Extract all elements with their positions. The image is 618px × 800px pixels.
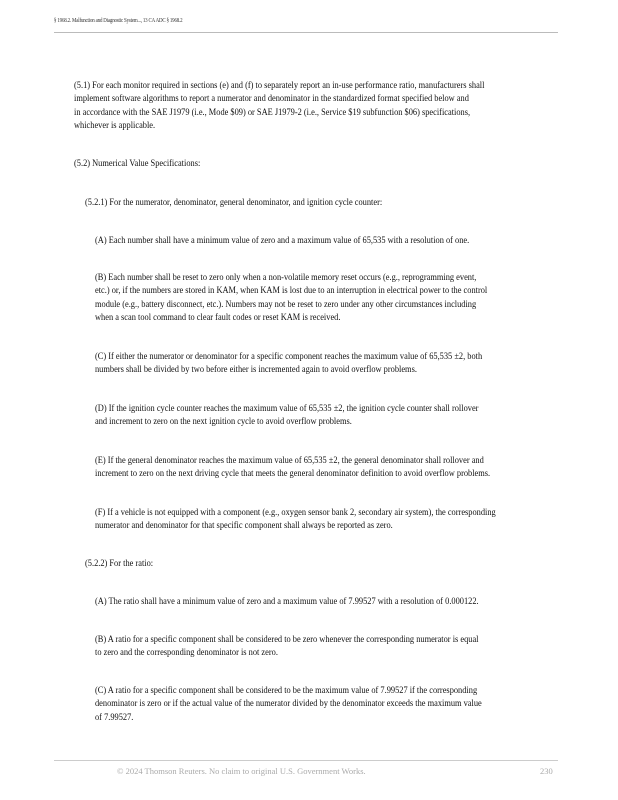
header-divider [54, 32, 558, 33]
paragraph-5-2-2-c: (C) A ratio for a specific component shall be considered to be the maximum value of 7.99527 if the corresponding denominator is zero or if the actual value of the numerator divided by the denominator exceeds the maximum value of 7.99527. [95, 685, 482, 722]
running-header: § 1968.2. Malfunction and Diagnostic System..., 13 CA ADC § 1968.2 [54, 18, 183, 24]
paragraph-5-2-2-b: (B) A ratio for a specific component shall be considered to be zero whenever the corresponding numerator is equal to zero and the corresponding denominator is not zero. [95, 634, 479, 658]
paragraph-5-2-1-e: (E) If the general denominator reaches the maximum value of 65,535 ±2, the general denominator shall rollover and increment to zero on the next driving cycle that meets the general denominator definition to avoid overflow problems. [95, 455, 491, 479]
page-number: 230 [540, 766, 553, 776]
paragraph-5-2-2: (5.2.2) For the ratio: [85, 558, 154, 568]
paragraph-5-2-2-a: (A) The ratio shall have a minimum value of zero and a maximum value of 7.99527 with a resolution of 0.000122. [95, 596, 479, 606]
paragraph-5-2-1-c: (C) If either the numerator or denominator for a specific component reaches the maximum value of 65,535 ±2, both numbers shall be divided by two before either is incremented again to avoid overflow problems. [95, 351, 483, 375]
paragraph-5-2-1-f: (F) If a vehicle is not equipped with a component (e.g., oxygen sensor bank 2, secondary air system), the corresponding numerator and denominator for that specific component shall always be reported as zero. [95, 507, 496, 531]
paragraph-5-2-1-b: (B) Each number shall be reset to zero only when a non-volatile memory reset occurs (e.g., reprogramming event, etc.) or, if the numbers are stored in KAM, when KAM is lost due to an interruption in electrical power to the control module (e.g., battery disconnect, etc.). Numbers may not be reset to zero under any other circumstances including when a scan tool command to clear fault codes or reset KAM is received. [95, 272, 488, 323]
footer-divider [54, 760, 558, 761]
paragraph-5-2-1: (5.2.1) For the numerator, denominator, general denominator, and ignition cycle counter: [85, 197, 383, 207]
paragraph-5-2: (5.2) Numerical Value Specifications: [74, 158, 201, 168]
paragraph-5-2-1-a: (A) Each number shall have a minimum value of zero and a maximum value of 65,535 with a resolution of one. [95, 235, 470, 245]
footer-copyright: © 2024 Thomson Reuters. No claim to original U.S. Government Works. [117, 766, 366, 776]
paragraph-5-1: (5.1) For each monitor required in sections (e) and (f) to separately report an in-use performance ratio, manufacturers shall implement software algorithms to report a numerator and denominator in the standardized format specified below and in accordance with the SAE J1979 (i.e., Mode $09) or SAE J1979-2 (i.e., Service $19 subfunction $06) specifications, whichever is applicable. [74, 80, 485, 131]
paragraph-5-2-1-d: (D) If the ignition cycle counter reaches the maximum value of 65,535 ±2, the ignition cycle counter shall rollover and increment to zero on the next ignition cycle to avoid overflow problems. [95, 403, 479, 427]
